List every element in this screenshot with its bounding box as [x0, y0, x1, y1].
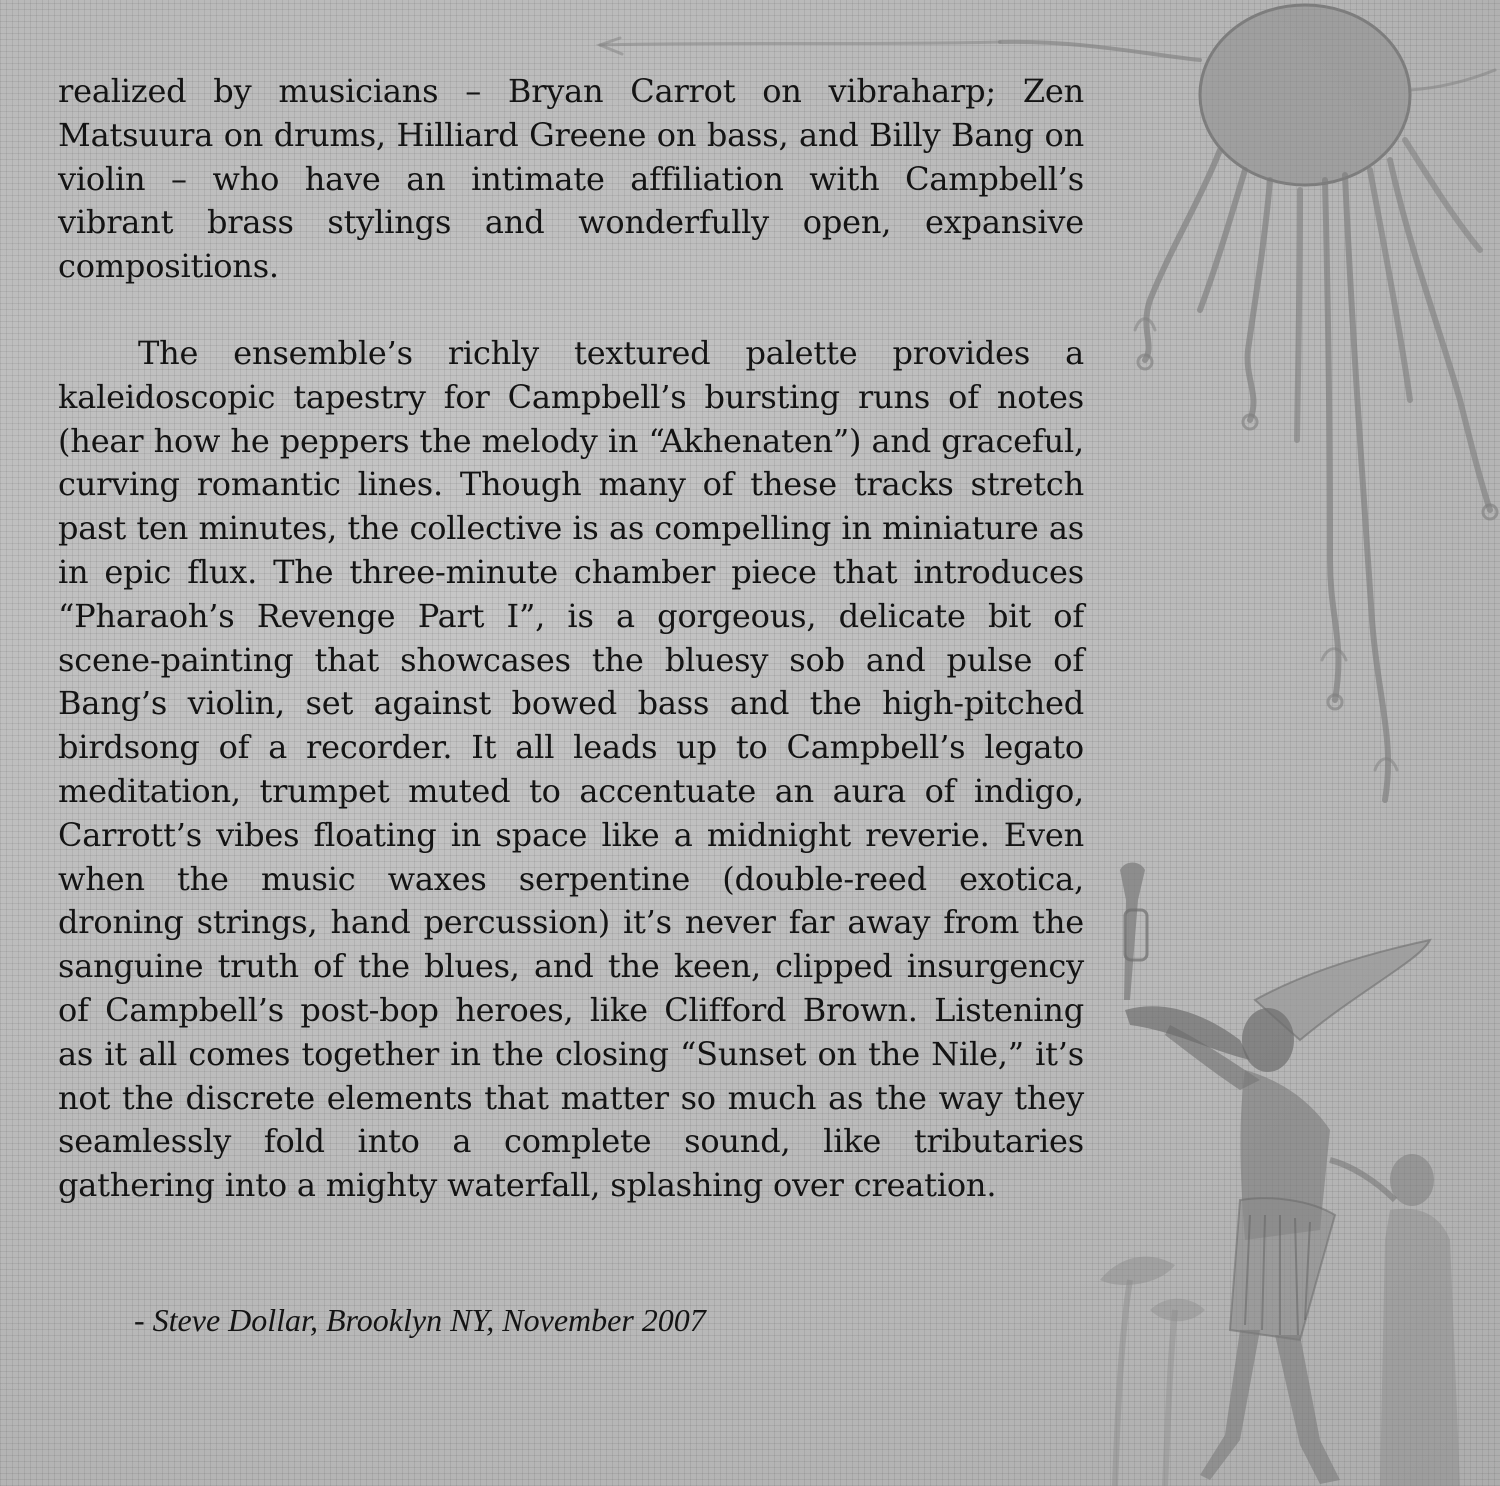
- paragraph-2: The ensemble’s richly textured palette provides a kaleidoscopic tapestry for Campbell’s bursting runs of notes (hear how he peppers the melody in “Akhenaten”) and graceful, curving romantic lines. Though many of these tracks stretch past ten minutes, the collective is as compelling in miniature as in epic flux. The three-minute chamber piece that introduces “Pharaoh’s Revenge Part I”, is a gorgeous, delicate bit of scene-painting that showcases the bluesy sob and pulse of Bang’s violin, set against bowed bass and the high-pitched birdsong of a recorder. It all leads up to Campbell’s legato meditation, trumpet muted to accentuate an aura of indigo, Carrott’s vibes floating in space like a midnight reverie. Even when the music waxes serpentine (double-reed exotica, droning strings, hand percussion) it’s never far away from the sanguine truth of the blues, and the keen, clipped insurgency of Campbell’s post-bop heroes, like Clifford Brown. Listening as it all comes together in the closing “Sunset on the Nile,” it’s not the discrete elements that matter so much as the way they seamlessly fold into a complete sound, like tributaries gathering into a mighty waterfall, splashing over creation.: [58, 333, 1084, 1205]
- article-body: [58, 70, 1084, 1208]
- author-signature: - Steve Dollar, Brooklyn NY, November 2007: [134, 1302, 706, 1338]
- paragraph-1: realized by musicians – Bryan Carrot on vibraharp; Zen Matsuura on drums, Hilliard Greene on bass, and Billy Bang on violin – who have an intimate affiliation with Campbell’s vibrant brass stylings and wonderfully open, expansive compositions.: [58, 72, 1084, 286]
- pharaoh-figure-icon: [1100, 863, 1460, 1486]
